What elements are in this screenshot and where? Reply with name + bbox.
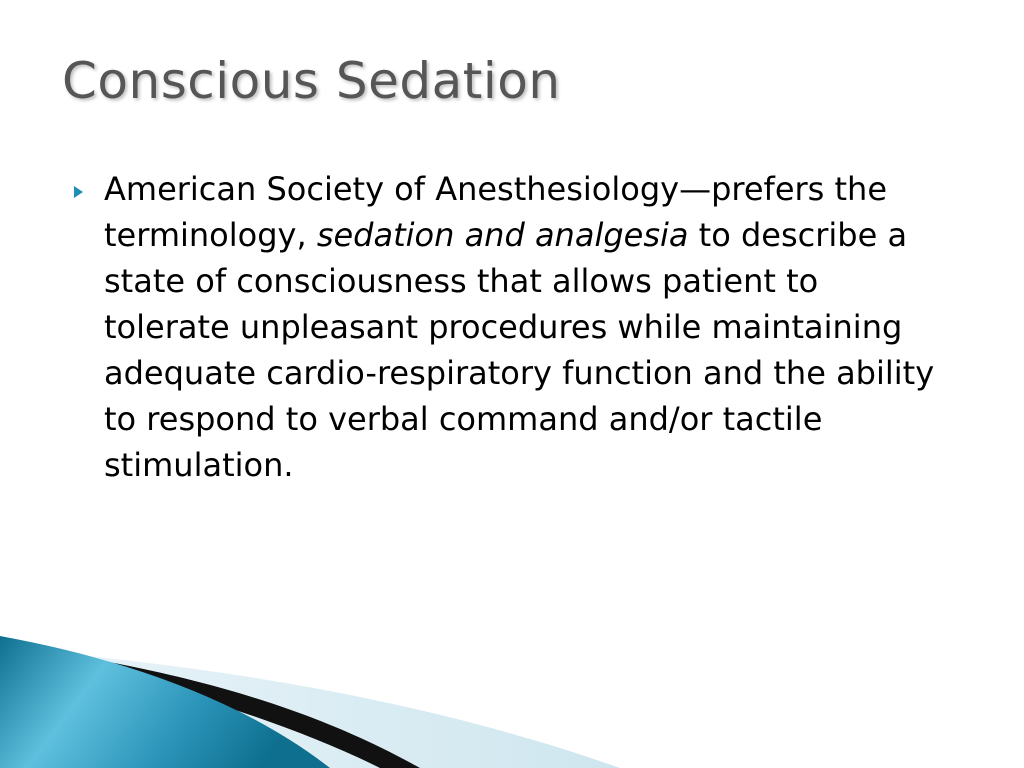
bullet-text-emphasis: sedation and analgesia bbox=[316, 216, 689, 254]
decorative-wave-footer bbox=[0, 628, 1024, 768]
triangle-bullet-icon bbox=[74, 186, 83, 198]
bullet-text-before: American Society of Anesthesiology—prefers the terminology, bbox=[104, 170, 888, 254]
bullet-text-after: to describe a state of consciousness that allows patient to tolerate unpleasant procedures while maintaining adequate cardio-respiratory function and the ability to respond to verbal command and/or tactile stimulation. bbox=[104, 216, 935, 484]
slide-title: Conscious Sedation bbox=[62, 52, 561, 110]
bullet-text bbox=[104, 166, 954, 488]
